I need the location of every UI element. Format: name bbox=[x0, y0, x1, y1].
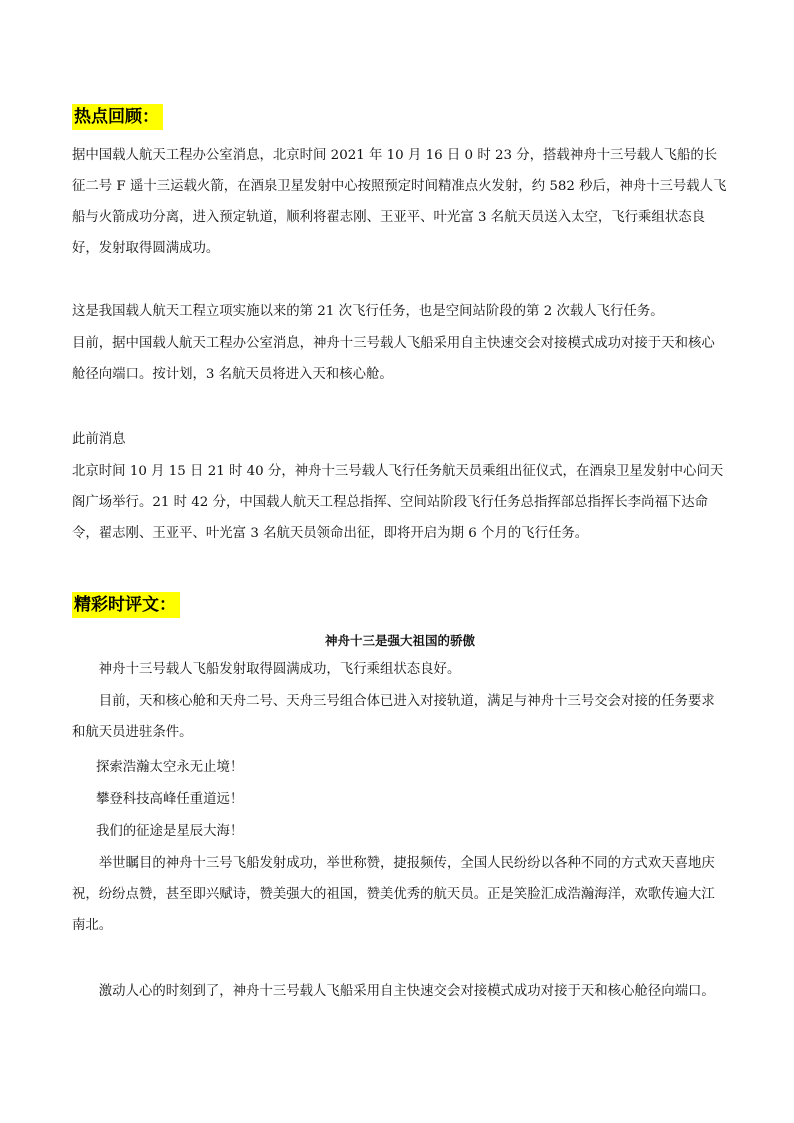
essay-title: 神舟十三是强大祖国的骄傲 bbox=[324, 633, 475, 648]
essay-paragraph-orbit: 目前，天和核心舱和天舟二号、天舟三号组合体已进入对接轨道，满足与神舟十三号交会对接的任务要求和航天员进驻条件。 bbox=[72, 694, 715, 740]
section-heading-hot-review: 热点回顾： bbox=[72, 104, 163, 130]
section-heading-commentary: 精彩时评文： bbox=[72, 592, 180, 618]
news-paragraph-launch: 据中国载人航天工程办公室消息，北京时间 2021 年 10 月 16 日 0 时 23 分，搭载神舟十三号载人飞船的长征二号 F 遥十三运载火箭，在酒泉卫星发射中心按照预定时间精准点火发射，约 582 秒后，神舟十三号载人飞船与火箭成功分离，进入预定轨道，顺利将翟志刚、王亚平、叶光富 3 名航天员送入太空，飞行乘组状态良好，发射取得圆满成功。 bbox=[72, 148, 727, 256]
essay-paragraph-success: 神舟十三号载人飞船发射取得圆满成功，飞行乘组状态良好。 bbox=[98, 662, 461, 677]
essay-paragraph-docking: 激动人心的时刻到了，神舟十三号载人飞船采用自主快速交会对接模式成功对接于天和核心舱径向端口。 bbox=[98, 984, 715, 999]
news-paragraph-ceremony: 北京时间 10 月 15 日 21 时 40 分，神舟十三号载人飞行任务航天员乘组出征仪式，在酒泉卫星发射中心问天阁广场举行。21 时 42 分，中国载人航天工程总指挥、空间站阶段飞行任务总指挥部总指挥长李尚福下达命令，翟志刚、王亚平、叶光富 3 名航天员领命出征，即将开启为期 6 个月的飞行任务。 bbox=[72, 464, 724, 541]
news-paragraph-mission-count: 这是我国载人航天工程立项实施以来的第 21 次飞行任务，也是空间站阶段的第 2 次载人飞行任务。 bbox=[72, 304, 664, 319]
essay-slogan-journey: 我们的征途是星辰大海！ bbox=[96, 824, 244, 839]
news-paragraph-docking: 目前，据中国载人航天工程办公室消息，神舟十三号载人飞船采用自主快速交会对接模式成功对接于天和核心舱径向端口。按计划，3 名航天员将进入天和核心舱。 bbox=[72, 336, 715, 382]
essay-paragraph-celebration: 举世瞩目的神舟十三号飞船发射成功，举世称赞，捷报频传，全国人民纷纷以各种不同的方式欢天喜地庆祝，纷纷点赞，甚至即兴赋诗，赞美强大的祖国，赞美优秀的航天员。正是笑脸汇成浩瀚海洋，欢歌传遍大江南北。 bbox=[72, 856, 715, 933]
essay-slogan-climb: 攀登科技高峰任重道远！ bbox=[96, 792, 244, 807]
essay-slogan-explore: 探索浩瀚太空永无止境！ bbox=[96, 760, 244, 775]
news-subtitle-previous: 此前消息 bbox=[72, 432, 126, 447]
